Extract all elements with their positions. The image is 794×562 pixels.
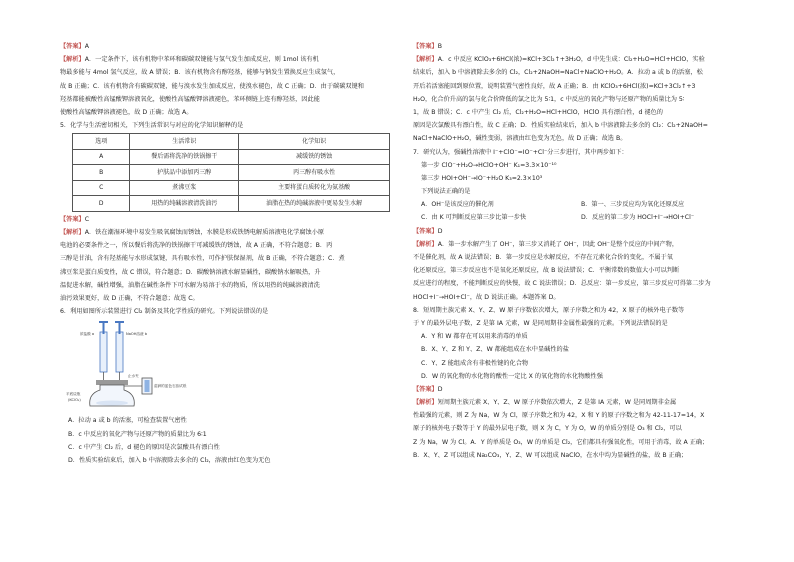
label-flask: 平底烧瓶 xyxy=(66,392,81,397)
table-header-cell: 化学知识 xyxy=(239,134,390,150)
table-cell: 丙三醇有吸水性 xyxy=(239,165,390,181)
question-5-title: 5．化学与生活密切相关，下列生活常识与对应的化学知识解释的是 xyxy=(60,122,244,130)
analysis-line: 开后若活塞能回到原位置，说明装置气密性良好，故 A 正确；B．由 KClO₃+6HCl(浓)=KCl+3Cl₂↑+3 xyxy=(413,82,696,90)
analysis-text: 短周期主族元素 X、Y、Z、W 原子序数依次增大，Z 是第 IA 元素，W 是同周期非金属 xyxy=(437,399,677,407)
question-7-title: 7．研究认为，强碱性溶液中 I⁻+ClO⁻=IO⁻+Cl⁻分三步进行，其中两步如下： xyxy=(413,148,628,156)
table-row xyxy=(73,196,390,212)
table-header-row xyxy=(73,134,390,150)
option-line: A．Y 和 W 都存在可以用来消毒的单质 xyxy=(421,333,528,341)
analysis-tag: 【解析】 xyxy=(413,56,438,64)
answer-value: D xyxy=(437,385,443,393)
knowledge-table xyxy=(72,133,390,212)
label-wet-paper: 湿润的蓝色石蕊试纸 xyxy=(154,384,187,389)
analysis-line: 化还原反应，第三步反应也不是氧化还原反应，故 B 说法错误；C．平衡常数的数值大小可以判断 xyxy=(413,267,680,275)
label-kclo3: (KClO₃) xyxy=(68,398,81,403)
analysis-tag: 【解析】 xyxy=(60,229,85,236)
answer-value: B xyxy=(437,43,442,50)
answer-line xyxy=(60,213,390,226)
table-cell: 护肤品中添加丙三醇 xyxy=(130,165,239,181)
answer-tag: 【答案】 xyxy=(413,227,438,235)
analysis-line: 使酸性高锰酸钾溶液褪色，故 D 正确；故选 A。 xyxy=(60,108,193,116)
option-line xyxy=(413,198,743,211)
analysis-line: 羟基都能被酸性高锰酸钾溶液氧化，使酸性高锰酸钾溶液褪色，苯环侧链上连有醇羟基，因此能 xyxy=(60,95,320,103)
table-cell: 餐后需将洗净的铁锅擦干 xyxy=(130,149,239,165)
analysis-text: A．铁在潮湿环境中易发生吸氧腐蚀而锈蚀，水膜是形成铁锈电解质溶液电化学腐蚀小原 xyxy=(84,229,325,236)
answer-value: C xyxy=(84,215,90,223)
analysis-line: HOCl+I⁻→HOI+Cl⁻，故 D 说法正确。本题答案 D。 xyxy=(413,293,560,301)
table-cell: 煮沸豆浆 xyxy=(130,180,239,196)
answer-value: A xyxy=(84,43,89,50)
answer-tag: 【答案】 xyxy=(60,43,85,50)
table-cell: 用热的纯碱溶液清洗油污 xyxy=(130,196,239,212)
left-column xyxy=(60,40,390,467)
table-row xyxy=(73,149,390,165)
analysis-text: A．c 中反应 KClO₃+6HCl(浓)=KCl+3Cl₂↑+3H₂O，d 中先生成：Cl₂+H₂O=HCl+HClO，实验 xyxy=(437,56,705,64)
label-naoh: NaOH溶液 b xyxy=(126,332,148,337)
option-line xyxy=(413,211,743,224)
analysis-line xyxy=(60,226,390,239)
apparatus-figure xyxy=(66,320,190,414)
analysis-line: 沸豆浆是蛋白质变性，故 C 错误，符合题意；D．碳酸钠溶液水解显碱性，碳酸钠水解吸热，升 xyxy=(60,268,321,276)
analysis-line xyxy=(413,238,743,251)
analysis-line: 三醇是甘油，含有羟基能与水形成氢键，具有吸水性，可作护肤保湿剂，故 B 正确，不符合题意；C．煮 xyxy=(60,255,345,263)
label-conc-hcl: 浓盐酸 a xyxy=(80,332,95,337)
table-row xyxy=(73,165,390,181)
analysis-tag: 【解析】 xyxy=(413,240,438,248)
analysis-line: 结束后，加入 b 中溶液除去多余的 Cl₂，Cl₂+2NaOH=NaCl+NaClO+H₂O。A．拉动 a 或 b 的活塞，松 xyxy=(413,69,703,77)
option-line: A．拉动 a 或 b 的活塞，可检查装置气密性 xyxy=(68,417,187,425)
answer-tag: 【答案】 xyxy=(60,215,85,223)
analysis-line: 不是催化剂，故 A 说法错误；B．第一步反应是水解反应，不存在元素化合价的变化，不属于氧 xyxy=(413,254,673,261)
answer-line xyxy=(413,40,743,53)
analysis-line: 电池的必要条件之一，所以餐后将洗净的铁锅擦干可减缓铁的锈蚀，故 A 正确，不符合题意；B．丙 xyxy=(60,242,333,250)
reaction-step-3: 第三步 HOI+OH⁻→IO⁻+H₂O K₃=2.3×10³ xyxy=(421,174,543,182)
answer-line xyxy=(60,40,390,53)
table-row xyxy=(73,180,390,196)
table-cell: B xyxy=(73,165,130,181)
option-a: A．OH⁻是该反应的催化剂 xyxy=(421,201,494,209)
answer-value: D xyxy=(437,227,443,235)
analysis-line: 反应进行的程度，不能判断反应的快慢，故 C 说法错误；D．总反应：第一步反应，第三步反应可得第二步为 xyxy=(413,280,711,288)
option-line: D．性质实验结束后，加入 b 中溶液除去多余的 Cl₂，溶液由红色变为无色 xyxy=(68,456,271,464)
analysis-line xyxy=(60,53,390,66)
analysis-tag: 【解析】 xyxy=(60,56,85,64)
question-6-title: 6．利用如图所示装置进行 Cl₂ 制备及其化学性质的研究。下列说法错误的是 xyxy=(60,308,269,316)
table-header-cell: 生活常识 xyxy=(130,134,239,150)
analysis-line xyxy=(413,53,743,66)
analysis-line: 温促进水解，碱性增强，油脂在碱性条件下可水解为易溶于水的物质，所以用热的纯碱溶液清洗 xyxy=(60,281,320,289)
answer-line xyxy=(413,225,743,238)
question-8-title: 于 Y 的最外层电子数，Z 是第 IA 元素，W 是同周期非金属性最强的元素。下列说法错误的是 xyxy=(413,319,668,327)
option-line: C．c 中产生 Cl₂ 后，d 褪色的原因是次氯酸具有漂白性 xyxy=(68,443,220,451)
option-c: C．由 K 可判断反应第三步比第一步快 xyxy=(421,214,527,222)
right-column xyxy=(413,40,743,462)
table-header-cell: 选项 xyxy=(73,134,130,150)
label-valve: 止水夹 xyxy=(128,374,139,379)
analysis-line: 原因是次氯酸具有漂白性，故 C 正确；D．性质实验结束后，加入 b 中溶液除去多余的 Cl₂：Cl₂+2NaOH= xyxy=(413,122,708,130)
question-8-title: 8．短周期主族元素 X、Y、Z、W 原子序数依次增大，原子序数之和为 42，X 原子的核外电子数等 xyxy=(413,306,685,314)
analysis-line: B．X、Y、Z 可以组成 Na₂CO₃，Y、Z、W 可以组成 NaClO，在水中均为显碱性的盐，故 B 正确； xyxy=(413,451,688,459)
option-line: B．c 中反应的氧化产物与还原产物的质量比为 6∶1 xyxy=(68,430,207,438)
answer-line xyxy=(413,383,743,396)
table-cell: D xyxy=(73,196,130,212)
analysis-line: 1，故 B 错误；C．c 中产生 Cl₂ 后，Cl₂+H₂O=HCl+HClO，HClO 具有漂白性，d 褪色的 xyxy=(413,108,663,116)
table-cell: 油脂在热的纯碱溶液中更易发生水解 xyxy=(239,196,390,212)
analysis-line: Z 为 Na，W 为 Cl。A．Y 的单质是 O₃，W 的单质是 Cl₂，它们都具有强氧化性，可用于消毒，故 A 正确； xyxy=(413,438,709,446)
analysis-line: 原子的核外电子数等于 Y 的最外层电子数，则 X 为 C，Y 为 O，W 的单质分别是 O₃ 和 Cl₂，可以 xyxy=(413,425,682,433)
analysis-text: A．第一步水解产生了 OH⁻，第三步又消耗了 OH⁻，因此 OH⁻是整个反应的中间产物， xyxy=(437,240,679,248)
option-line: D．W 的氧化物的水化物的酸性一定比 X 的氧化物的水化物酸性强 xyxy=(421,372,603,380)
option-line: C．Y、Z 能组成含有非极性键的化合物 xyxy=(421,359,529,367)
question-7-ask: 下列说法正确的是 xyxy=(421,188,471,196)
table-cell: 主要将蛋白质转化为氨基酸 xyxy=(239,180,390,196)
analysis-line: 物最多能与 4mol 氢气反应，故 A 错误；B．该有机物含有醇羟基，能够与钠发生置换反应生成氢气， xyxy=(60,69,340,77)
option-line: B．X、Y、Z 和 Y、Z、W 都能组成在水中显碱性的盐 xyxy=(421,346,569,354)
answer-tag: 【答案】 xyxy=(413,43,438,50)
reaction-step-1: 第一步 ClO⁻+H₂O→HClO+OH⁻ K₁=3.3×10⁻¹⁰ xyxy=(421,161,557,169)
analysis-line xyxy=(413,396,743,409)
answer-tag: 【答案】 xyxy=(413,385,438,393)
option-d: D．反应的第二步为 HOCl+I⁻→HOI+Cl⁻ xyxy=(581,214,695,222)
option-b: B．第一、三步反应均为氧化还原反应 xyxy=(581,201,685,209)
analysis-line: 油污效果更好，故 D 正确，不符合题意；故选 C。 xyxy=(60,294,199,302)
analysis-line: H₂O，化合价升高的氯与化合价降低的氯之比为 5∶1，c 中反应的氧化产物与还原产物的质量比为 5∶ xyxy=(413,95,685,103)
analysis-tag: 【解析】 xyxy=(413,399,438,407)
analysis-line: 性最强的元素，则 Z 为 Na，W 为 Cl，原子序数之和为 42，X 和 Y 的原子序数之和为 42-11-17=14，X xyxy=(413,412,705,420)
analysis-line: NaCl+NaClO+H₂O，碱性变弱，溶液由红色变为无色，故 D 正确；故选 B。 xyxy=(413,135,627,143)
table-cell: C xyxy=(73,180,130,196)
table-cell: 减缓铁的锈蚀 xyxy=(239,149,390,165)
analysis-text: A．一定条件下，该有机物中苯环和碳碳双键能与氢气发生加成反应，则 1mol 该有机 xyxy=(84,56,319,64)
table-cell: A xyxy=(73,149,130,165)
analysis-line: 故 B 正确；C．该有机物含有碳碳双键，能与溴水发生加成反应，使溴水褪色，故 C 正确；D．由于碳碳双键和 xyxy=(60,82,364,90)
